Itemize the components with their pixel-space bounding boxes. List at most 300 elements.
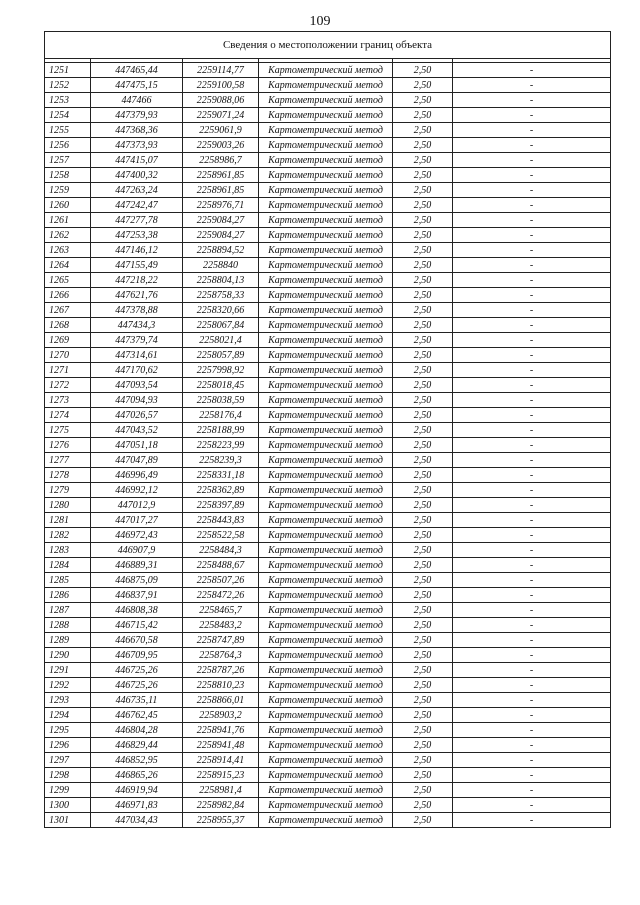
point-number-cell: 1293 — [45, 693, 91, 708]
method-cell: Картометрический метод — [259, 753, 393, 768]
accuracy-cell: 2,50 — [393, 108, 453, 123]
accuracy-cell: 2,50 — [393, 378, 453, 393]
table-row — [45, 243, 611, 258]
accuracy-cell: 2,50 — [393, 363, 453, 378]
method-cell: Картометрический метод — [259, 153, 393, 168]
description-cell: - — [453, 123, 611, 138]
description-cell: - — [453, 63, 611, 78]
accuracy-cell: 2,50 — [393, 438, 453, 453]
point-number-cell: 1273 — [45, 393, 91, 408]
point-number-cell: 1264 — [45, 258, 91, 273]
y-coordinate-cell: 2259100,58 — [183, 78, 259, 93]
y-coordinate-cell: 2258914,41 — [183, 753, 259, 768]
description-cell: - — [453, 378, 611, 393]
x-coordinate-cell: 447047,89 — [91, 453, 183, 468]
point-number-cell: 1298 — [45, 768, 91, 783]
x-coordinate-cell: 446971,83 — [91, 798, 183, 813]
y-coordinate-cell: 2258747,89 — [183, 633, 259, 648]
accuracy-cell: 2,50 — [393, 228, 453, 243]
table-title: Сведения о местоположении границ объекта — [45, 32, 611, 59]
x-coordinate-cell: 447242,47 — [91, 198, 183, 213]
x-coordinate-cell: 446715,42 — [91, 618, 183, 633]
x-coordinate-cell: 447146,12 — [91, 243, 183, 258]
point-number-cell: 1267 — [45, 303, 91, 318]
point-number-cell: 1275 — [45, 423, 91, 438]
point-number-cell: 1260 — [45, 198, 91, 213]
accuracy-cell: 2,50 — [393, 543, 453, 558]
y-coordinate-cell: 2258397,89 — [183, 498, 259, 513]
y-coordinate-cell: 2258018,45 — [183, 378, 259, 393]
table-row — [45, 663, 611, 678]
accuracy-cell: 2,50 — [393, 318, 453, 333]
table-row — [45, 813, 611, 828]
method-cell: Картометрический метод — [259, 588, 393, 603]
point-number-cell: 1259 — [45, 183, 91, 198]
description-cell: - — [453, 213, 611, 228]
x-coordinate-cell: 446709,95 — [91, 648, 183, 663]
y-coordinate-cell: 2258866,01 — [183, 693, 259, 708]
table-row — [45, 318, 611, 333]
y-coordinate-cell: 2258804,13 — [183, 273, 259, 288]
y-coordinate-cell: 2258961,85 — [183, 168, 259, 183]
method-cell: Картометрический метод — [259, 768, 393, 783]
method-cell: Картометрический метод — [259, 738, 393, 753]
x-coordinate-cell: 446919,94 — [91, 783, 183, 798]
table-row — [45, 273, 611, 288]
accuracy-cell: 2,50 — [393, 813, 453, 828]
point-number-cell: 1252 — [45, 78, 91, 93]
description-cell: - — [453, 708, 611, 723]
accuracy-cell: 2,50 — [393, 123, 453, 138]
x-coordinate-cell: 446725,26 — [91, 663, 183, 678]
x-coordinate-cell: 446725,26 — [91, 678, 183, 693]
y-coordinate-cell: 2258362,89 — [183, 483, 259, 498]
point-number-cell: 1280 — [45, 498, 91, 513]
method-cell: Картометрический метод — [259, 303, 393, 318]
boundary-table-container — [44, 31, 610, 828]
x-coordinate-cell: 446992,12 — [91, 483, 183, 498]
page-number: 109 — [309, 14, 331, 29]
description-cell: - — [453, 528, 611, 543]
x-coordinate-cell: 446808,38 — [91, 603, 183, 618]
x-coordinate-cell: 447379,74 — [91, 333, 183, 348]
description-cell: - — [453, 468, 611, 483]
method-cell: Картометрический метод — [259, 423, 393, 438]
table-row — [45, 783, 611, 798]
table-row — [45, 258, 611, 273]
description-cell: - — [453, 438, 611, 453]
description-cell: - — [453, 333, 611, 348]
table-row — [45, 558, 611, 573]
method-cell: Картометрический метод — [259, 168, 393, 183]
table-row — [45, 378, 611, 393]
y-coordinate-cell: 2258894,52 — [183, 243, 259, 258]
method-cell: Картометрический метод — [259, 333, 393, 348]
point-number-cell: 1286 — [45, 588, 91, 603]
point-number-cell: 1282 — [45, 528, 91, 543]
x-coordinate-cell: 446829,44 — [91, 738, 183, 753]
accuracy-cell: 2,50 — [393, 663, 453, 678]
x-coordinate-cell: 447051,18 — [91, 438, 183, 453]
y-coordinate-cell: 2259114,77 — [183, 63, 259, 78]
accuracy-cell: 2,50 — [393, 753, 453, 768]
accuracy-cell: 2,50 — [393, 303, 453, 318]
y-coordinate-cell: 2258840 — [183, 258, 259, 273]
x-coordinate-cell: 447093,54 — [91, 378, 183, 393]
accuracy-cell: 2,50 — [393, 738, 453, 753]
accuracy-cell: 2,50 — [393, 513, 453, 528]
x-coordinate-cell: 446996,49 — [91, 468, 183, 483]
description-cell: - — [453, 543, 611, 558]
accuracy-cell: 2,50 — [393, 693, 453, 708]
boundary-coordinates-table — [44, 31, 611, 828]
description-cell: - — [453, 318, 611, 333]
y-coordinate-cell: 2258488,67 — [183, 558, 259, 573]
table-row — [45, 678, 611, 693]
y-coordinate-cell: 2258507,26 — [183, 573, 259, 588]
y-coordinate-cell: 2258522,58 — [183, 528, 259, 543]
method-cell: Картометрический метод — [259, 198, 393, 213]
method-cell: Картометрический метод — [259, 558, 393, 573]
accuracy-cell: 2,50 — [393, 648, 453, 663]
description-cell: - — [453, 498, 611, 513]
method-cell: Картометрический метод — [259, 498, 393, 513]
table-row — [45, 528, 611, 543]
table-row — [45, 693, 611, 708]
method-cell: Картометрический метод — [259, 633, 393, 648]
method-cell: Картометрический метод — [259, 453, 393, 468]
point-number-cell: 1284 — [45, 558, 91, 573]
description-cell: - — [453, 633, 611, 648]
table-row — [45, 303, 611, 318]
point-number-cell: 1270 — [45, 348, 91, 363]
description-cell: - — [453, 228, 611, 243]
point-number-cell: 1265 — [45, 273, 91, 288]
accuracy-cell: 2,50 — [393, 798, 453, 813]
point-number-cell: 1295 — [45, 723, 91, 738]
y-coordinate-cell: 2259084,27 — [183, 213, 259, 228]
method-cell: Картометрический метод — [259, 93, 393, 108]
point-number-cell: 1276 — [45, 438, 91, 453]
accuracy-cell: 2,50 — [393, 483, 453, 498]
description-cell: - — [453, 183, 611, 198]
method-cell: Картометрический метод — [259, 363, 393, 378]
method-cell: Картометрический метод — [259, 723, 393, 738]
description-cell: - — [453, 168, 611, 183]
point-number-cell: 1261 — [45, 213, 91, 228]
description-cell: - — [453, 768, 611, 783]
description-cell: - — [453, 723, 611, 738]
accuracy-cell: 2,50 — [393, 528, 453, 543]
x-coordinate-cell: 447034,43 — [91, 813, 183, 828]
method-cell: Картометрический метод — [259, 318, 393, 333]
description-cell: - — [453, 453, 611, 468]
x-coordinate-cell: 446804,28 — [91, 723, 183, 738]
method-cell: Картометрический метод — [259, 78, 393, 93]
x-coordinate-cell: 447434,3 — [91, 318, 183, 333]
description-cell: - — [453, 303, 611, 318]
x-coordinate-cell: 447368,36 — [91, 123, 183, 138]
description-cell: - — [453, 243, 611, 258]
point-number-cell: 1285 — [45, 573, 91, 588]
accuracy-cell: 2,50 — [393, 213, 453, 228]
table-row — [45, 288, 611, 303]
y-coordinate-cell: 2258176,4 — [183, 408, 259, 423]
x-coordinate-cell: 447012,9 — [91, 498, 183, 513]
accuracy-cell: 2,50 — [393, 273, 453, 288]
method-cell: Картометрический метод — [259, 573, 393, 588]
table-row — [45, 588, 611, 603]
y-coordinate-cell: 2259071,24 — [183, 108, 259, 123]
accuracy-cell: 2,50 — [393, 333, 453, 348]
x-coordinate-cell: 446889,31 — [91, 558, 183, 573]
y-coordinate-cell: 2258443,83 — [183, 513, 259, 528]
y-coordinate-cell: 2258941,76 — [183, 723, 259, 738]
table-row — [45, 333, 611, 348]
y-coordinate-cell: 2259003,26 — [183, 138, 259, 153]
description-cell: - — [453, 648, 611, 663]
table-row — [45, 423, 611, 438]
x-coordinate-cell: 447373,93 — [91, 138, 183, 153]
table-row — [45, 453, 611, 468]
description-cell: - — [453, 798, 611, 813]
table-row — [45, 78, 611, 93]
x-coordinate-cell: 447026,57 — [91, 408, 183, 423]
description-cell: - — [453, 573, 611, 588]
point-number-cell: 1301 — [45, 813, 91, 828]
method-cell: Картометрический метод — [259, 528, 393, 543]
description-cell: - — [453, 693, 611, 708]
accuracy-cell: 2,50 — [393, 678, 453, 693]
table-row — [45, 93, 611, 108]
description-cell: - — [453, 198, 611, 213]
y-coordinate-cell: 2258915,23 — [183, 768, 259, 783]
point-number-cell: 1289 — [45, 633, 91, 648]
x-coordinate-cell: 447155,49 — [91, 258, 183, 273]
method-cell: Картометрический метод — [259, 348, 393, 363]
point-number-cell: 1288 — [45, 618, 91, 633]
accuracy-cell: 2,50 — [393, 408, 453, 423]
table-row — [45, 438, 611, 453]
table-row — [45, 633, 611, 648]
method-cell: Картометрический метод — [259, 693, 393, 708]
y-coordinate-cell: 2258941,48 — [183, 738, 259, 753]
x-coordinate-cell: 447094,93 — [91, 393, 183, 408]
description-cell: - — [453, 513, 611, 528]
description-cell: - — [453, 258, 611, 273]
method-cell: Картометрический метод — [259, 273, 393, 288]
table-row — [45, 708, 611, 723]
accuracy-cell: 2,50 — [393, 393, 453, 408]
point-number-cell: 1272 — [45, 378, 91, 393]
method-cell: Картометрический метод — [259, 243, 393, 258]
point-number-cell: 1266 — [45, 288, 91, 303]
x-coordinate-cell: 447043,52 — [91, 423, 183, 438]
table-row — [45, 183, 611, 198]
point-number-cell: 1277 — [45, 453, 91, 468]
description-cell: - — [453, 273, 611, 288]
x-coordinate-cell: 447017,27 — [91, 513, 183, 528]
table-row — [45, 138, 611, 153]
y-coordinate-cell: 2258483,2 — [183, 618, 259, 633]
point-number-cell: 1292 — [45, 678, 91, 693]
table-row — [45, 753, 611, 768]
point-number-cell: 1253 — [45, 93, 91, 108]
table-row — [45, 618, 611, 633]
method-cell: Картометрический метод — [259, 798, 393, 813]
description-cell: - — [453, 423, 611, 438]
y-coordinate-cell: 2258188,99 — [183, 423, 259, 438]
description-cell: - — [453, 738, 611, 753]
description-cell: - — [453, 153, 611, 168]
y-coordinate-cell: 2258976,71 — [183, 198, 259, 213]
table-row — [45, 348, 611, 363]
accuracy-cell: 2,50 — [393, 453, 453, 468]
table-row — [45, 408, 611, 423]
y-coordinate-cell: 2257998,92 — [183, 363, 259, 378]
y-coordinate-cell: 2258239,3 — [183, 453, 259, 468]
accuracy-cell: 2,50 — [393, 468, 453, 483]
y-coordinate-cell: 2258764,3 — [183, 648, 259, 663]
method-cell: Картометрический метод — [259, 618, 393, 633]
x-coordinate-cell: 446735,11 — [91, 693, 183, 708]
y-coordinate-cell: 2258331,18 — [183, 468, 259, 483]
point-number-cell: 1283 — [45, 543, 91, 558]
y-coordinate-cell: 2258223,99 — [183, 438, 259, 453]
accuracy-cell: 2,50 — [393, 573, 453, 588]
method-cell: Картометрический метод — [259, 678, 393, 693]
point-number-cell: 1291 — [45, 663, 91, 678]
accuracy-cell: 2,50 — [393, 243, 453, 258]
method-cell: Картометрический метод — [259, 813, 393, 828]
method-cell: Картометрический метод — [259, 663, 393, 678]
description-cell: - — [453, 558, 611, 573]
point-number-cell: 1279 — [45, 483, 91, 498]
accuracy-cell: 2,50 — [393, 498, 453, 513]
accuracy-cell: 2,50 — [393, 588, 453, 603]
point-number-cell: 1300 — [45, 798, 91, 813]
method-cell: Картометрический метод — [259, 288, 393, 303]
y-coordinate-cell: 2258472,26 — [183, 588, 259, 603]
method-cell: Картометрический метод — [259, 378, 393, 393]
description-cell: - — [453, 678, 611, 693]
method-cell: Картометрический метод — [259, 438, 393, 453]
x-coordinate-cell: 447415,07 — [91, 153, 183, 168]
x-coordinate-cell: 446852,95 — [91, 753, 183, 768]
point-number-cell: 1297 — [45, 753, 91, 768]
table-row — [45, 498, 611, 513]
table-row — [45, 513, 611, 528]
description-cell: - — [453, 603, 611, 618]
y-coordinate-cell: 2258484,3 — [183, 543, 259, 558]
method-cell: Картометрический метод — [259, 183, 393, 198]
method-cell: Картометрический метод — [259, 123, 393, 138]
point-number-cell: 1254 — [45, 108, 91, 123]
accuracy-cell: 2,50 — [393, 63, 453, 78]
accuracy-cell: 2,50 — [393, 288, 453, 303]
y-coordinate-cell: 2258758,33 — [183, 288, 259, 303]
table-row — [45, 63, 611, 78]
y-coordinate-cell: 2258986,7 — [183, 153, 259, 168]
point-number-cell: 1263 — [45, 243, 91, 258]
point-number-cell: 1281 — [45, 513, 91, 528]
table-row — [45, 573, 611, 588]
description-cell: - — [453, 288, 611, 303]
x-coordinate-cell: 446875,09 — [91, 573, 183, 588]
table-row — [45, 393, 611, 408]
x-coordinate-cell: 446762,45 — [91, 708, 183, 723]
point-number-cell: 1256 — [45, 138, 91, 153]
table-row — [45, 543, 611, 558]
y-coordinate-cell: 2258981,4 — [183, 783, 259, 798]
accuracy-cell: 2,50 — [393, 558, 453, 573]
method-cell: Картометрический метод — [259, 258, 393, 273]
method-cell: Картометрический метод — [259, 783, 393, 798]
table-row — [45, 603, 611, 618]
y-coordinate-cell: 2258787,26 — [183, 663, 259, 678]
description-cell: - — [453, 783, 611, 798]
point-number-cell: 1262 — [45, 228, 91, 243]
method-cell: Картометрический метод — [259, 108, 393, 123]
accuracy-cell: 2,50 — [393, 168, 453, 183]
point-number-cell: 1296 — [45, 738, 91, 753]
table-row — [45, 723, 611, 738]
x-coordinate-cell: 447263,24 — [91, 183, 183, 198]
description-cell: - — [453, 408, 611, 423]
description-cell: - — [453, 108, 611, 123]
y-coordinate-cell: 2258810,23 — [183, 678, 259, 693]
table-row — [45, 123, 611, 138]
method-cell: Картометрический метод — [259, 63, 393, 78]
point-number-cell: 1271 — [45, 363, 91, 378]
x-coordinate-cell: 447621,76 — [91, 288, 183, 303]
x-coordinate-cell: 447314,61 — [91, 348, 183, 363]
x-coordinate-cell: 447277,78 — [91, 213, 183, 228]
point-number-cell: 1257 — [45, 153, 91, 168]
y-coordinate-cell: 2258955,37 — [183, 813, 259, 828]
point-number-cell: 1255 — [45, 123, 91, 138]
method-cell: Картометрический метод — [259, 228, 393, 243]
x-coordinate-cell: 446972,43 — [91, 528, 183, 543]
point-number-cell: 1251 — [45, 63, 91, 78]
method-cell: Картометрический метод — [259, 708, 393, 723]
accuracy-cell: 2,50 — [393, 198, 453, 213]
y-coordinate-cell: 2258982,84 — [183, 798, 259, 813]
method-cell: Картометрический метод — [259, 393, 393, 408]
method-cell: Картометрический метод — [259, 603, 393, 618]
accuracy-cell: 2,50 — [393, 603, 453, 618]
y-coordinate-cell: 2258465,7 — [183, 603, 259, 618]
table-row — [45, 228, 611, 243]
x-coordinate-cell: 447475,15 — [91, 78, 183, 93]
table-row — [45, 483, 611, 498]
description-cell: - — [453, 813, 611, 828]
description-cell: - — [453, 93, 611, 108]
accuracy-cell: 2,50 — [393, 708, 453, 723]
y-coordinate-cell: 2258320,66 — [183, 303, 259, 318]
x-coordinate-cell: 447253,38 — [91, 228, 183, 243]
point-number-cell: 1299 — [45, 783, 91, 798]
x-coordinate-cell: 447379,93 — [91, 108, 183, 123]
accuracy-cell: 2,50 — [393, 618, 453, 633]
description-cell: - — [453, 753, 611, 768]
accuracy-cell: 2,50 — [393, 768, 453, 783]
description-cell: - — [453, 348, 611, 363]
y-coordinate-cell: 2258067,84 — [183, 318, 259, 333]
x-coordinate-cell: 447170,62 — [91, 363, 183, 378]
method-cell: Картометрический метод — [259, 468, 393, 483]
point-number-cell: 1268 — [45, 318, 91, 333]
